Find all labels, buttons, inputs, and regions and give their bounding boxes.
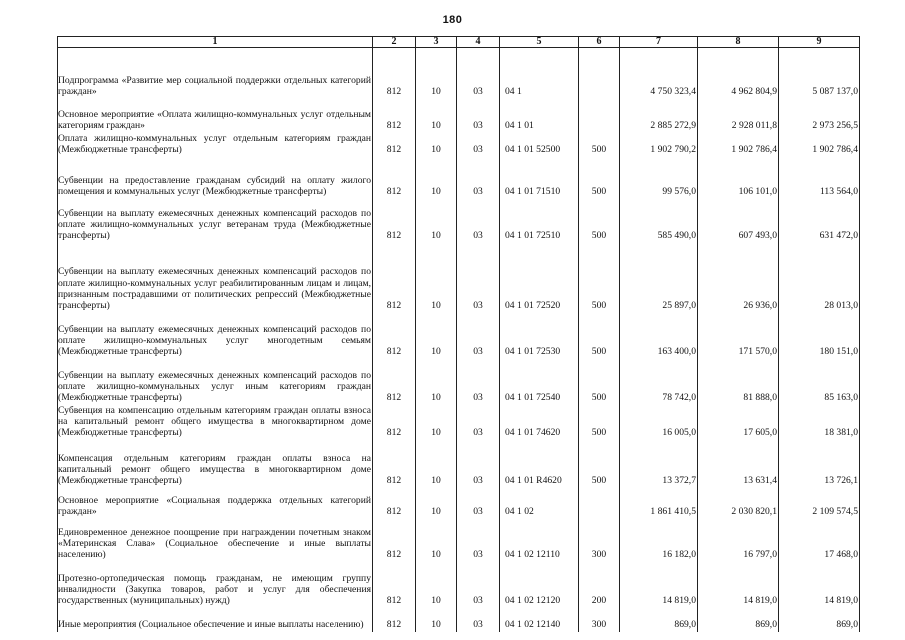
amount-year-3: 113 564,0 [779,157,860,199]
header-cell: 6 [579,37,620,48]
target-article-code: 04 1 01 72540 [500,359,579,405]
row-name: Подпрограмма «Развитие мер социальной поддержки отдельных категорий граждан» [58,48,373,99]
amount-year-1: 16 182,0 [620,519,698,562]
amount-year-3: 180 151,0 [779,313,860,359]
amount-year-3: 631 472,0 [779,199,860,243]
subsection-code: 03 [457,243,500,313]
header-cell: 5 [500,37,579,48]
table-row [58,199,860,243]
section-code: 10 [416,199,457,243]
table-row [58,133,860,157]
amount-year-1: 869,0 [620,608,698,632]
amount-year-2: 607 493,0 [698,199,779,243]
target-article-code: 04 1 01 72520 [500,243,579,313]
row-name: Субвенции на выплату ежемесячных денежных компенсаций расходов по оплате жилищно-коммунальных услуг многодетным семьям (Межбюджетные трансферты) [58,313,373,359]
ved-code: 812 [373,133,416,157]
section-code: 10 [416,488,457,519]
amount-year-1: 99 576,0 [620,157,698,199]
amount-year-3: 2 109 574,5 [779,488,860,519]
header-cell: 2 [373,37,416,48]
amount-year-3: 1 902 786,4 [779,133,860,157]
budget-table [57,36,860,632]
amount-year-2: 106 101,0 [698,157,779,199]
table-row [58,359,860,405]
target-article-code: 04 1 02 12110 [500,519,579,562]
subsection-code: 03 [457,608,500,632]
ved-code: 812 [373,313,416,359]
row-name: Субвенции на выплату ежемесячных денежных компенсаций расходов по оплате жилищно-коммунальных услуг ветеранам труда (Межбюджетные трансферты) [58,199,373,243]
amount-year-1: 13 372,7 [620,440,698,488]
table-row [58,48,860,99]
expense-type-code [579,48,620,99]
ved-code: 812 [373,199,416,243]
row-name: Единовременное денежное поощрение при награждении почетным знаком «Материнская Слава» (Социальное обеспечение и иные выплаты населению) [58,519,373,562]
ved-code: 812 [373,157,416,199]
row-name: Субвенции на выплату ежемесячных денежных компенсаций расходов по оплате жилищно-коммунальных услуг иным категориям граждан (Межбюджетные трансферты) [58,359,373,405]
ved-code: 812 [373,243,416,313]
amount-year-3: 13 726,1 [779,440,860,488]
table-row [58,405,860,440]
table-row [58,313,860,359]
target-article-code: 04 1 01 72530 [500,313,579,359]
target-article-code: 04 1 01 71510 [500,157,579,199]
amount-year-2: 1 902 786,4 [698,133,779,157]
amount-year-1: 1 902 790,2 [620,133,698,157]
amount-year-3: 5 087 137,0 [779,48,860,99]
page-number: 180 [442,14,463,26]
expense-type-code: 200 [579,562,620,608]
row-name: Компенсация отдельным категориям граждан оплаты взноса на капитальный ремонт общего имущества в многоквартирном доме (Межбюджетные трансферты) [58,440,373,488]
subsection-code: 03 [457,199,500,243]
table-row [58,519,860,562]
table-body [58,48,860,632]
header-cell: 4 [457,37,500,48]
section-code: 10 [416,313,457,359]
target-article-code: 04 1 01 R4620 [500,440,579,488]
header-row [58,37,860,48]
target-article-code: 04 1 [500,48,579,99]
ved-code: 812 [373,440,416,488]
amount-year-2: 17 605,0 [698,405,779,440]
expense-type-code [579,488,620,519]
table-row [58,157,860,199]
ved-code: 812 [373,519,416,562]
expense-type-code [579,99,620,133]
row-name: Субвенция на компенсацию отдельным категориям граждан оплаты взноса на капитальный ремонт общего имущества в многоквартирном доме (Межбюджетные трансферты) [58,404,371,439]
table-row [58,440,860,488]
amount-year-2: 2 928 011,8 [698,99,779,133]
amount-year-2: 81 888,0 [698,359,779,405]
amount-year-3: 17 468,0 [779,519,860,562]
subsection-code: 03 [457,440,500,488]
expense-type-code: 500 [579,359,620,405]
amount-year-1: 4 750 323,4 [620,48,698,99]
header-cell: 1 [58,37,373,48]
expense-type-code: 300 [579,519,620,562]
expense-type-code: 500 [579,243,620,313]
section-code: 10 [416,359,457,405]
section-code: 10 [416,608,457,632]
amount-year-2: 26 936,0 [698,243,779,313]
section-code: 10 [416,562,457,608]
subsection-code: 03 [457,562,500,608]
subsection-code: 03 [457,157,500,199]
amount-year-2: 869,0 [698,608,779,632]
ved-code: 812 [373,405,416,440]
subsection-code: 03 [457,359,500,405]
amount-year-1: 78 742,0 [620,359,698,405]
amount-year-1: 16 005,0 [620,405,698,440]
target-article-code: 04 1 02 12120 [500,562,579,608]
amount-year-1: 585 490,0 [620,199,698,243]
section-code: 10 [416,133,457,157]
amount-year-2: 2 030 820,1 [698,488,779,519]
amount-year-2: 14 819,0 [698,562,779,608]
section-code: 10 [416,243,457,313]
ved-code: 812 [373,562,416,608]
row-name: Субвенции на предоставление гражданам субсидий на оплату жилого помещения и коммунальных услуг (Межбюджетные трансферты) [58,157,373,199]
row-name: Протезно-ортопедическая помощь гражданам, не имеющим группу инвалидности (Закупка товаров, работ и услуг для обеспечения государственных (муниципальных) нужд) [58,562,373,608]
target-article-code: 04 1 01 74620 [500,405,579,440]
subsection-code: 03 [457,99,500,133]
expense-type-code: 500 [579,440,620,488]
header-cell: 9 [779,37,860,48]
section-code: 10 [416,99,457,133]
header-cell: 7 [620,37,698,48]
ved-code: 812 [373,488,416,519]
section-code: 10 [416,405,457,440]
amount-year-1: 25 897,0 [620,243,698,313]
section-code: 10 [416,440,457,488]
amount-year-1: 163 400,0 [620,313,698,359]
target-article-code: 04 1 02 12140 [500,608,579,632]
subsection-code: 03 [457,133,500,157]
section-code: 10 [416,519,457,562]
amount-year-2: 16 797,0 [698,519,779,562]
table-row [58,99,860,133]
table-row [58,488,860,519]
target-article-code: 04 1 01 72510 [500,199,579,243]
expense-type-code: 500 [579,133,620,157]
amount-year-2: 171 570,0 [698,313,779,359]
row-name: Оплата жилищно-коммунальных услуг отдельным категориям граждан (Межбюджетные трансферты) [58,132,371,156]
row-name: Субвенции на выплату ежемесячных денежных компенсаций расходов по оплате жилищно-коммунальных услуг реабилитированным лицам и лицам, признанным пострадавшими от политических репрессий (Межбюджетные трансферты) [58,243,373,313]
table-row [58,562,860,608]
ved-code: 812 [373,48,416,99]
target-article-code: 04 1 02 [500,488,579,519]
expense-type-code: 300 [579,608,620,632]
subsection-code: 03 [457,405,500,440]
amount-year-3: 869,0 [779,608,860,632]
subsection-code: 03 [457,488,500,519]
section-code: 10 [416,48,457,99]
amount-year-3: 2 973 256,5 [779,99,860,133]
subsection-code: 03 [457,519,500,562]
amount-year-1: 1 861 410,5 [620,488,698,519]
ved-code: 812 [373,608,416,632]
expense-type-code: 500 [579,199,620,243]
subsection-code: 03 [457,313,500,359]
amount-year-1: 14 819,0 [620,562,698,608]
target-article-code: 04 1 01 52500 [500,133,579,157]
header-cell: 3 [416,37,457,48]
amount-year-2: 13 631,4 [698,440,779,488]
expense-type-code: 500 [579,405,620,440]
row-name: Основное мероприятие «Оплата жилищно-коммунальных услуг отдельным категориям граждан» [58,99,373,133]
target-article-code: 04 1 01 [500,99,579,133]
amount-year-2: 4 962 804,9 [698,48,779,99]
amount-year-3: 14 819,0 [779,562,860,608]
ved-code: 812 [373,99,416,133]
table-row [58,608,860,632]
table-row [58,243,860,313]
expense-type-code: 500 [579,157,620,199]
section-code: 10 [416,157,457,199]
subsection-code: 03 [457,48,500,99]
ved-code: 812 [373,359,416,405]
amount-year-3: 18 381,0 [779,405,860,440]
amount-year-3: 28 013,0 [779,243,860,313]
header-cell: 8 [698,37,779,48]
row-name: Иные мероприятия (Социальное обеспечение и иные выплаты населению) [58,608,373,632]
row-name: Основное мероприятие «Социальная поддержка отдельных категорий граждан» [58,488,373,519]
expense-type-code: 500 [579,313,620,359]
amount-year-1: 2 885 272,9 [620,99,698,133]
amount-year-3: 85 163,0 [779,359,860,405]
